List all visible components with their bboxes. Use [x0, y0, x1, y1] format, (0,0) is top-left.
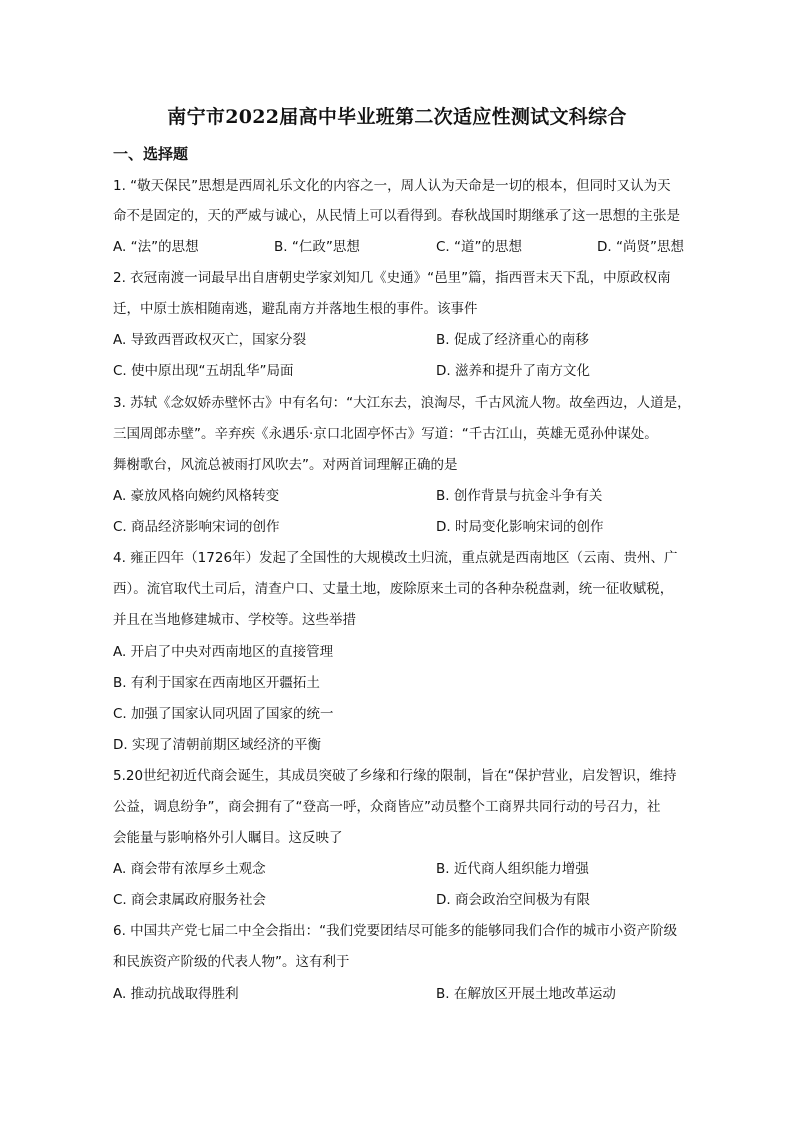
- q3-stem-line-1: 3. 苏轼《念奴娇赤壁怀古》中有名句：“大江东去，浪淘尽，千古风流人物。故垒西边，人道是，: [113, 395, 691, 411]
- q1-option-a: A. “法”的思想: [113, 239, 199, 255]
- q3-option-b: B. 创作背景与抗金斗争有关: [436, 488, 603, 504]
- q5-option-b: B. 近代商人组织能力增强: [436, 861, 589, 877]
- q1-option-b: B. “仁政”思想: [274, 239, 360, 255]
- q2-option-b: B. 促成了经济重心的南移: [436, 332, 589, 348]
- q1-stem-line-1: 1. “敬天保民”思想是西周礼乐文化的内容之一，周人认为天命是一切的根本，但同时又认为天: [113, 178, 671, 194]
- q5-stem-line-2: 公益，调息纷争”，商会拥有了“登高一呼，众商皆应”动员整个工商界共同行动的号召力，社: [113, 799, 661, 815]
- q5-stem-line-1: 5.20世纪初近代商会诞生，其成员突破了乡缘和行缘的限制，旨在“保护营业，启发智识，维持: [113, 768, 677, 784]
- q2-stem-line-2: 迁，中原士族相随南逃，避乱南方并落地生根的事件。该事件: [113, 301, 478, 317]
- q5-option-c: C. 商会隶属政府服务社会: [113, 892, 267, 908]
- q1-option-c: C. “道”的思想: [436, 239, 522, 255]
- q3-stem-line-2: 三国周郎赤壁”。辛弃疾《永遇乐·京口北固亭怀古》写道：“千古江山，英雄无觅孙仲谋处。: [113, 426, 658, 442]
- q4-stem-line-3: 并且在当地修建城市、学校等。这些举措: [113, 612, 356, 628]
- q5-option-a: A. 商会带有浓厚乡土观念: [113, 861, 266, 877]
- q5-stem-line-3: 会能量与影响格外引人瞩目。这反映了: [113, 830, 343, 846]
- q4-option-c: C. 加强了国家认同巩固了国家的统一: [113, 706, 334, 722]
- q6-option-a: A. 推动抗战取得胜利: [113, 986, 239, 1002]
- q3-option-a: A. 豪放风格向婉约风格转变: [113, 488, 280, 504]
- q2-option-a: A. 导致西晋政权灭亡，国家分裂: [113, 332, 307, 348]
- q3-option-d: D. 时局变化影响宋词的创作: [436, 519, 604, 535]
- q4-option-b: B. 有利于国家在西南地区开疆拓土: [113, 675, 320, 691]
- q5-option-d: D. 商会政治空间极为有限: [436, 892, 590, 908]
- q3-option-c: C. 商品经济影响宋词的创作: [113, 519, 280, 535]
- exam-title: 南宁市2022届高中毕业班第二次适应性测试文科综合: [167, 106, 627, 128]
- q6-stem-line-1: 6. 中国共产党七届二中全会指出：“我们党要团结尽可能多的能够同我们合作的城市小资产阶级: [113, 923, 678, 939]
- q4-option-a: A. 开启了中央对西南地区的直接管理: [113, 644, 334, 660]
- q6-stem-line-2: 和民族资产阶级的代表人物”。这有利于: [113, 954, 350, 970]
- q6-option-b: B. 在解放区开展土地改革运动: [436, 986, 616, 1002]
- q4-option-d: D. 实现了清朝前期区域经济的平衡: [113, 737, 321, 753]
- q1-stem-line-2: 命不是固定的，天的严威与诚心，从民情上可以看得到。春秋战国时期继承了这一思想的主张是: [113, 208, 680, 224]
- q4-stem-line-1: 4. 雍正四年（1726年）发起了全国性的大规模改土归流，重点就是西南地区（云南、贵州、广: [113, 550, 678, 566]
- q2-option-c: C. 使中原出现“五胡乱华”局面: [113, 363, 294, 379]
- q2-option-d: D. 滋养和提升了南方文化: [436, 363, 590, 379]
- q1-option-d: D. “尚贤”思想: [597, 239, 684, 255]
- q2-stem-line-1: 2. 衣冠南渡一词最早出自唐朝史学家刘知几《史通》“邑里”篇，指西晋末天下乱，中原政权南: [113, 270, 671, 286]
- q4-stem-line-2: 西）。流官取代土司后，清查户口、丈量土地，废除原来土司的各种杂税盘剥，统一征收赋税，: [113, 581, 674, 597]
- q3-stem-line-3: 舞榭歌台，风流总被雨打风吹去”。对两首词理解正确的是: [113, 457, 458, 473]
- section-heading: 一、选择题: [113, 145, 189, 163]
